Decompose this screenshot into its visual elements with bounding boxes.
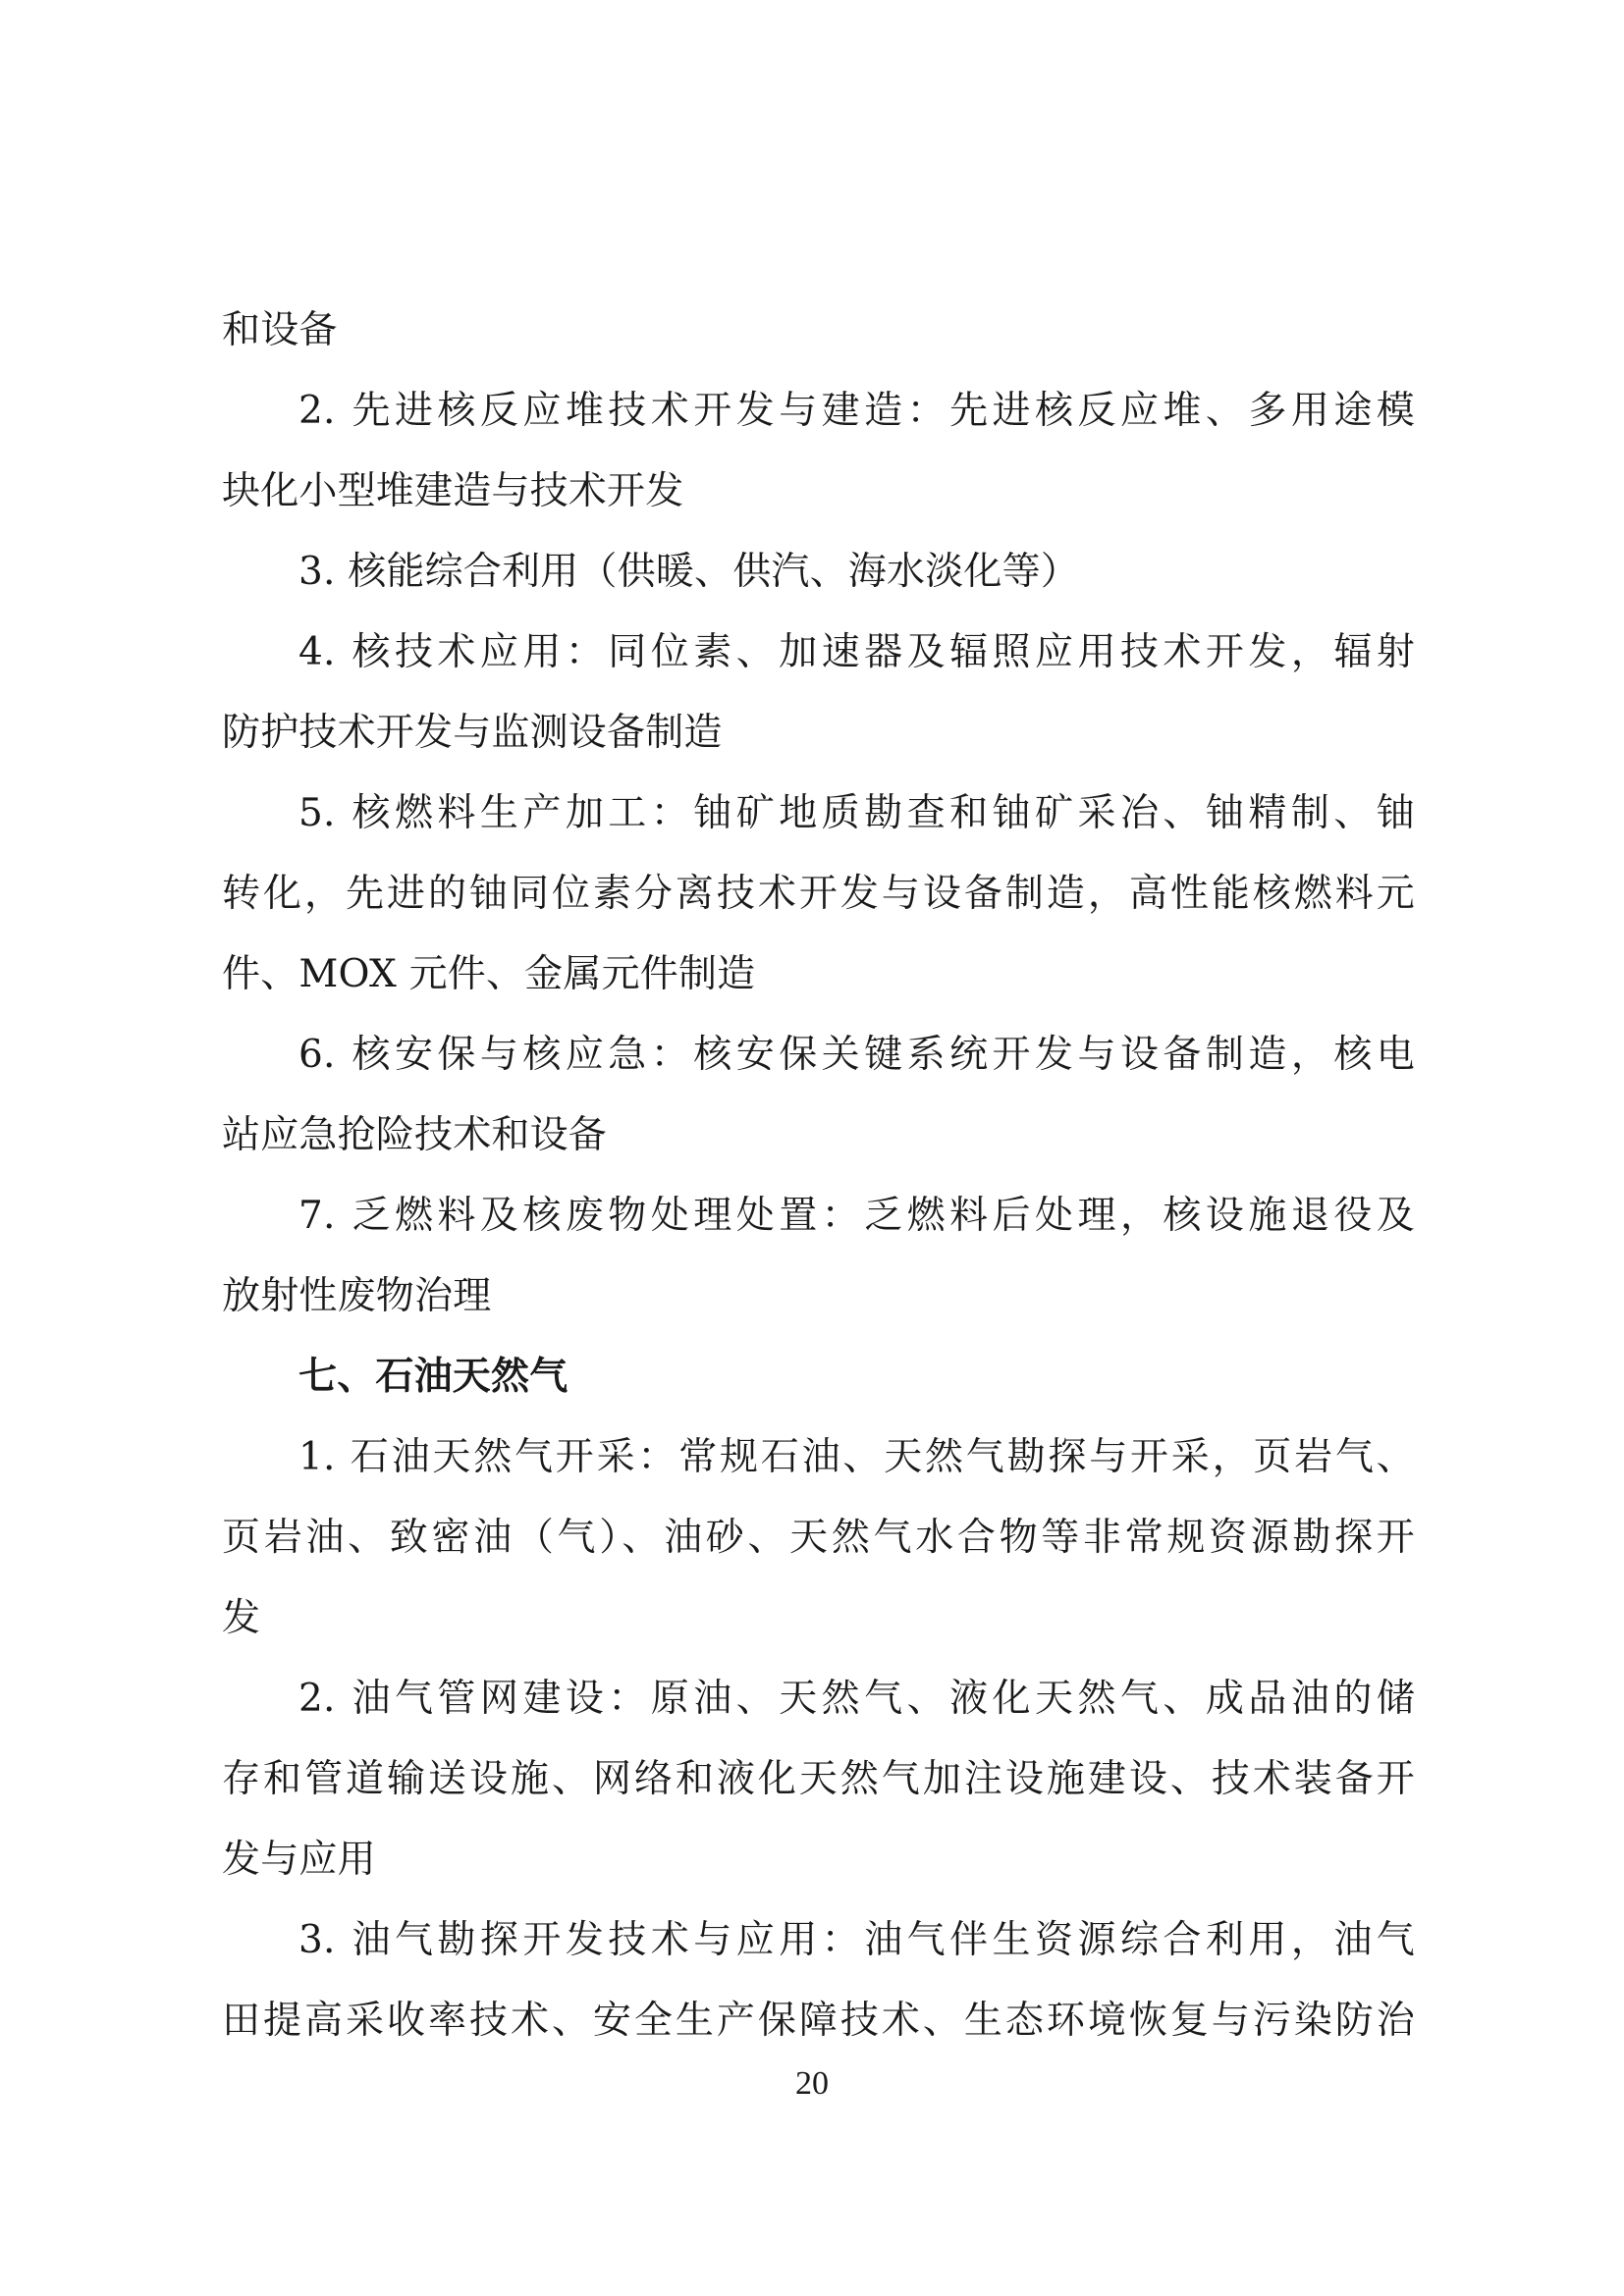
list-item-2-line-2: 块化小型堆建造与技术开发 bbox=[222, 469, 684, 513]
oil-item-2-line-1: 2. 油气管网建设：原油、天然气、液化天然气、成品油的储 bbox=[298, 1677, 1415, 1721]
list-item-7-line-2: 放射性废物治理 bbox=[222, 1274, 492, 1318]
page-number: 20 bbox=[795, 2065, 829, 2102]
oil-item-1-line-2: 页岩油、致密油（气）、油砂、天然气水合物等非常规资源勘探开 bbox=[222, 1516, 1415, 1560]
list-item-3: 3. 核能综合利用（供暖、供汽、海水淡化等） bbox=[298, 550, 1080, 594]
list-item-6-line-1: 6. 核安保与核应急：核安保关键系统开发与设备制造，核电 bbox=[298, 1033, 1415, 1077]
list-item-7-line-1: 7. 乏燃料及核废物处理处置：乏燃料后处理，核设施退役及 bbox=[298, 1194, 1415, 1238]
oil-item-3-line-2: 田提高采收率技术、安全生产保障技术、生态环境恢复与污染防治 bbox=[222, 1999, 1415, 2043]
list-item-4-line-1: 4. 核技术应用：同位素、加速器及辐照应用技术开发，辐射 bbox=[298, 630, 1415, 674]
list-item-2-line-1: 2. 先进核反应堆技术开发与建造：先进核反应堆、多用途模 bbox=[298, 389, 1415, 433]
oil-item-1-line-1: 1. 石油天然气开采：常规石油、天然气勘探与开采，页岩气、 bbox=[298, 1435, 1415, 1479]
text-line: 和设备 bbox=[222, 308, 338, 352]
oil-item-1-line-3: 发 bbox=[222, 1596, 261, 1640]
list-item-4-line-2: 防护技术开发与监测设备制造 bbox=[222, 711, 723, 755]
list-item-5-line-2: 转化，先进的铀同位素分离技术开发与设备制造，高性能核燃料元 bbox=[222, 872, 1415, 916]
oil-item-3-line-1: 3. 油气勘探开发技术与应用：油气伴生资源综合利用，油气 bbox=[298, 1918, 1415, 1962]
oil-item-2-line-2: 存和管道输送设施、网络和液化天然气加注设施建设、技术装备开 bbox=[222, 1757, 1415, 1801]
list-item-5-line-3: 件、MOX 元件、金属元件制造 bbox=[222, 952, 756, 996]
section-heading: 七、石油天然气 bbox=[298, 1355, 568, 1399]
body-text bbox=[222, 291, 1415, 2061]
list-item-6-line-2: 站应急抢险技术和设备 bbox=[222, 1113, 608, 1157]
list-item-5-line-1: 5. 核燃料生产加工：铀矿地质勘查和铀矿采冶、铀精制、铀 bbox=[298, 791, 1415, 835]
oil-item-2-line-3: 发与应用 bbox=[222, 1838, 376, 1882]
